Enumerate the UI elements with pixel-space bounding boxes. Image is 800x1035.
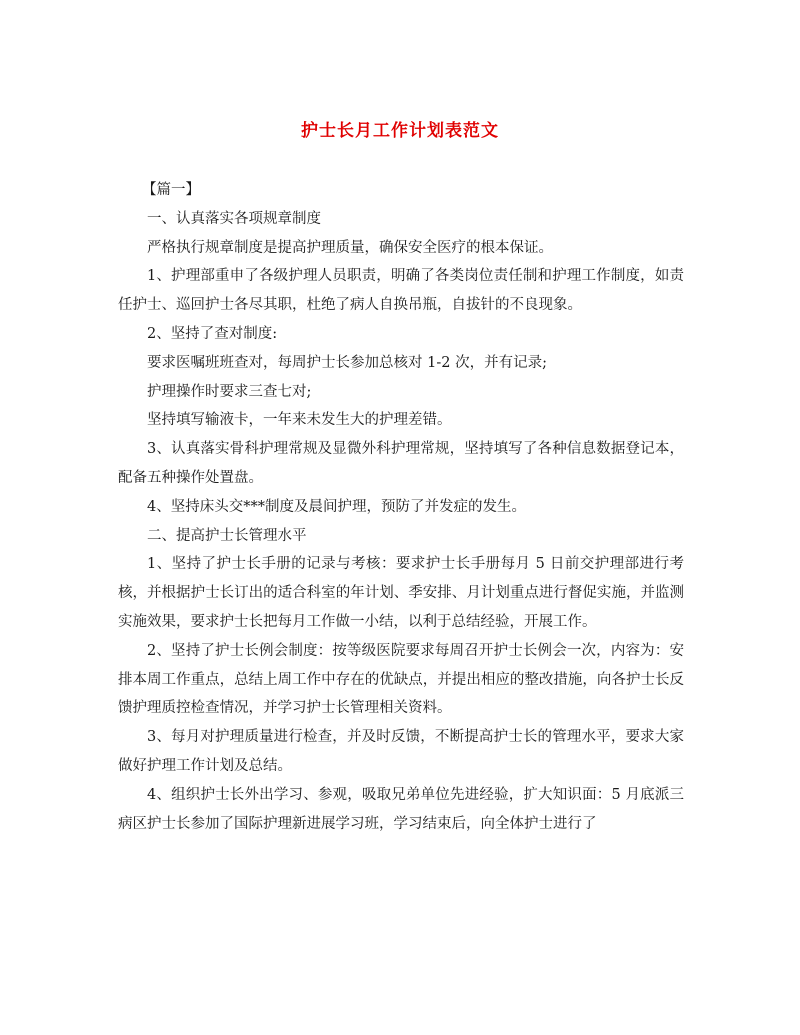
paragraph: 2、坚持了查对制度: bbox=[147, 325, 278, 342]
paragraph: 2、坚持了护士长例会制度：按等级医院要求每周召开护士长例会一次，内容为：安排本周工作重点，总结上周工作中存在的优缺点，并提出相应的整改措施，向各护士长反馈护理质控检查情况，并学习护士长管理相关资料。 bbox=[118, 642, 684, 717]
paragraph: 4、组织护士长外出学习、参观，吸取兄弟单位先进经验，扩大知识面：5 月底派三病区护士长参加了国际护理新进展学习班，学习结束后，向全体护士进行了 bbox=[118, 786, 684, 832]
paragraph: 护理操作时要求三查七对; bbox=[147, 383, 312, 400]
section-heading: 【篇一】 bbox=[142, 182, 200, 198]
paragraph: 3、每月对护理质量进行检查，并及时反馈，不断提高护士长的管理水平，要求大家做好护理工作计划及总结。 bbox=[118, 729, 684, 774]
paragraph: 1、坚持了护士长手册的记录与考核：要求护士长手册每月 5 日前交护理部进行考核，并根据护士长订出的适合科室的年计划、季安排、月计划重点进行督促实施，并监测实施效果，要求护士长把每月工作做一小结，以利于总结经验，开展工作。 bbox=[118, 556, 684, 630]
paragraph: 4、坚持床头交***制度及晨间护理，预防了并发症的发生。 bbox=[147, 498, 526, 515]
paragraph: 严格执行规章制度是提高护理质量，确保安全医疗的根本保证。 bbox=[147, 239, 553, 256]
paragraph: 要求医嘱班班查对，每周护士长参加总核对 1-2 次，并有记录; bbox=[147, 354, 547, 371]
document-title: 护士长月工作计划表范文 bbox=[301, 121, 499, 141]
paragraph: 一、认真落实各项规章制度 bbox=[147, 210, 321, 227]
paragraph: 3、认真落实骨科护理常规及显微外科护理常规，坚持填写了各种信息数据登记本，配备五种操作处置盘。 bbox=[118, 441, 684, 486]
paragraph: 二、提高护士长管理水平 bbox=[147, 527, 307, 544]
paragraph: 坚持填写输液卡，一年来未发生大的护理差错。 bbox=[147, 412, 452, 429]
document-body bbox=[118, 176, 684, 838]
paragraph: 1、护理部重申了各级护理人员职责，明确了各类岗位责任制和护理工作制度，如责任护士、巡回护士各尽其职，杜绝了病人自换吊瓶，自拔针的不良现象。 bbox=[118, 268, 684, 314]
